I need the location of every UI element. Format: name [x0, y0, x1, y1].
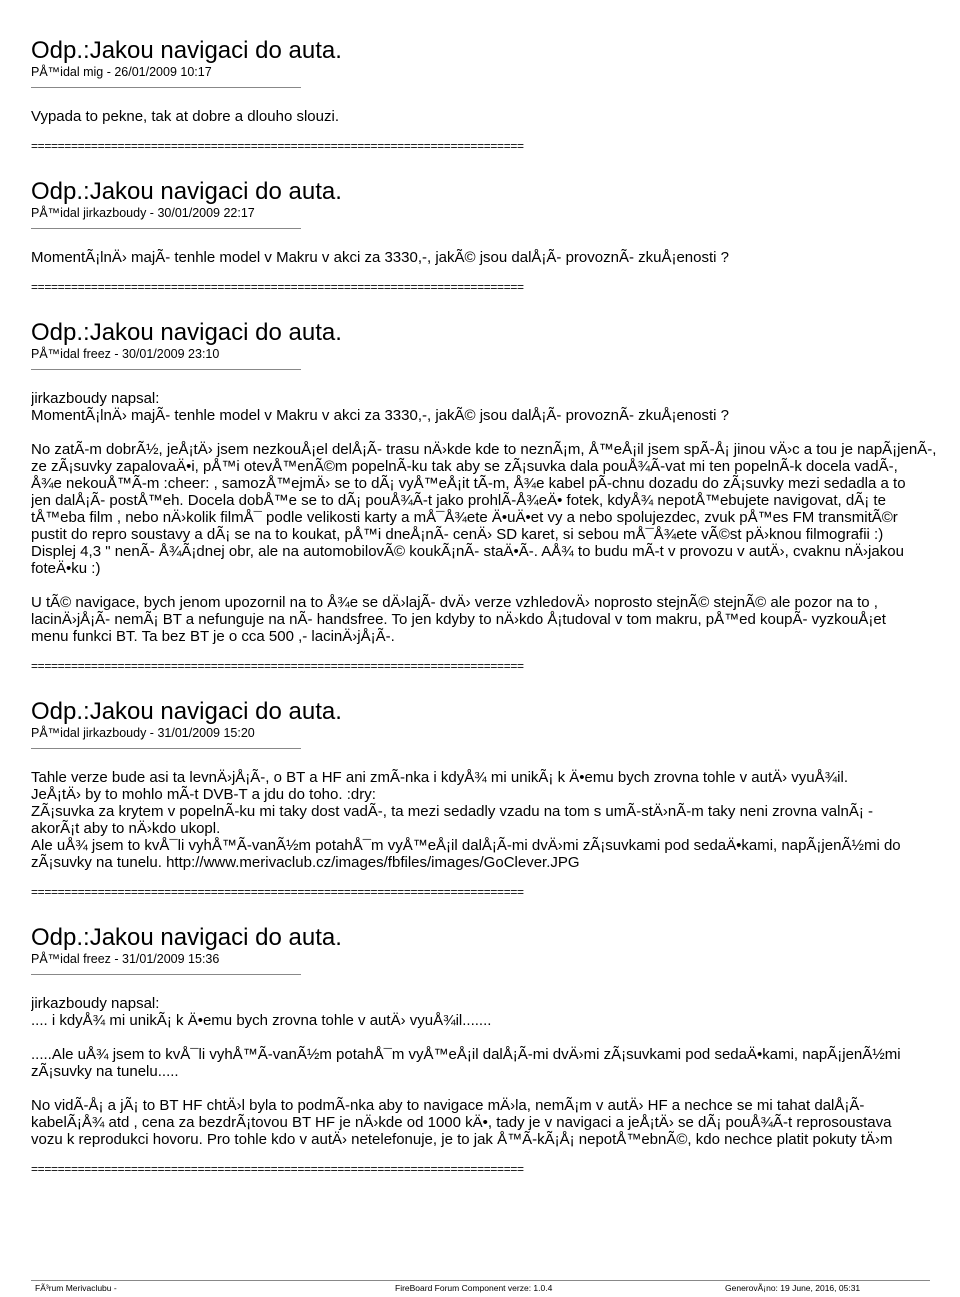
post-separator: ==========================================================================: [31, 659, 524, 673]
post-text-line: Displej 4,3 " nenÃ- Å¾Ã¡dnej obr, ale na automobilovÃ© koukÃ¡nÃ- staÄ•Ã-. AÅ¾ to budu mÃ-t v provozu v autÄ›, cvaknu nÄ›jakou: [31, 543, 904, 560]
post-body: [31, 995, 960, 1148]
post-text-line: pustit do repro soustavy a dÃ¡ se na to koukat, pÅ™i dneÅ¡nÃ- cenÄ› SD karet, si sebou mÅ¯Å¾ete vÃ©st pÄ›knou filmografii :): [31, 526, 884, 543]
post-header-divider: [31, 228, 301, 229]
post-paragraph: [31, 1097, 960, 1148]
post-text-line: jen dalÅ¡Ã- postÅ™eh. Docela dobÅ™e se to dÃ¡ pouÅ¾Ã-t jako prohlÃ-Å¾eÄ• fotek, kdyÅ¾ nepotÅ™ebujete navigovat, dÃ¡ te: [31, 492, 886, 509]
post-text-line: MomentÃ¡lnÄ› majÃ- tenhle model v Makru v akci za 3330,-, jakÃ© jsou dalÅ¡Ã- provoznÃ- zkuÅ¡enosti ?: [31, 249, 729, 266]
post-meta: PÅ™idal mig - 26/01/2009 10:17: [31, 65, 212, 79]
post-text-line: jirkazboudy napsal:: [31, 390, 160, 407]
post-text-line: Tahle verze bude asi ta levnÄ›jÅ¡Ã-, o BT a HF ani zmÃ-nka i kdyÅ¾ mi unikÃ¡ k Ä•emu bych zrovna tohle v autÄ› vyuÅ¾il.: [31, 769, 848, 786]
post-title: Odp.:Jakou navigaci do auta.: [31, 924, 342, 951]
post-meta: PÅ™idal freez - 30/01/2009 23:10: [31, 347, 220, 361]
post-meta: PÅ™idal jirkazboudy - 31/01/2009 15:20: [31, 726, 255, 740]
forum-thread: [31, 38, 960, 1202]
forum-post: [31, 179, 960, 294]
post-text-line: foteÄ•ku :): [31, 560, 101, 577]
footer-component-version: FireBoard Forum Component verze: 1.0.4: [395, 1283, 553, 1293]
post-text-line: Ale uÅ¾ jsem to kvÅ¯li vyhÅ™Ã-vanÃ½m potahÅ¯m vyÅ™eÅ¡il dalÅ¡Ã-mi dvÄ›mi zÃ¡suvkami pod sedaÄ•kami, napÃ¡jenÃ½mi do: [31, 837, 901, 854]
footer-divider: [31, 1280, 930, 1281]
post-paragraph: [31, 995, 960, 1029]
post-text-line: lacinÄ›jÅ¡Ã- nemÃ¡ BT a nefunguje na nÃ- handsfree. To jen kdyby to nÄ›kdo Å¡tudoval v tom makru, pÅ™ed koupÃ- vyzkouÅ¡et: [31, 611, 886, 628]
post-body: [31, 769, 960, 871]
post-text-line: .....Ale uÅ¾ jsem to kvÅ¯li vyhÅ™Ã-vanÃ½m potahÅ¯m vyÅ™eÅ¡il dalÅ¡Ã-mi dvÄ›mi zÃ¡suvkami pod sedaÄ•kami, napÃ¡jenÃ½mi: [31, 1046, 901, 1063]
post-body: [31, 249, 960, 266]
post-header-divider: [31, 748, 301, 749]
post-text-line: JeÅ¡tÄ› by to mohlo mÃ-t DVB-T a jdu do toho. :dry:: [31, 786, 376, 803]
post-text-line: Å¾e nekouÅ™Ã-m :cheer: , samozÅ™ejmÄ› se to dÃ¡ vyÅ™eÅ¡it tÃ-m, Å¾e kabel pÃ-chnu dozadu do zÃ¡suvky mezi sedadla a to: [31, 475, 906, 492]
footer-generated-date: GenerovÃ¡no: 19 June, 2016, 05:31: [725, 1283, 861, 1293]
post-paragraph: [31, 249, 960, 266]
post-text-line: menu funkci BT. Ta bez BT je o cca 500 ,- lacinÄ›jÅ¡Ã-.: [31, 628, 395, 645]
post-text-line: No zatÃ-m dobrÃ½, jeÅ¡tÄ› jsem nezkouÅ¡el delÅ¡Ã- trasu nÄ›kde kde to neznÃ¡m, Å™eÅ¡il jsem spÃ-Å¡ jinou vÄ›c a tou je napÃ¡jenÃ-,: [31, 441, 937, 458]
post-title: Odp.:Jakou navigaci do auta.: [31, 178, 342, 205]
post-header-divider: [31, 369, 301, 370]
post-paragraph: [31, 441, 960, 577]
post-header-divider: [31, 87, 301, 88]
post-text-line: No vidÃ-Å¡ a jÃ¡ to BT HF chtÄ›l byla to podmÃ-nka aby to navigace mÄ›la, nemÃ¡m v autÄ› HF a nechce se mi tahat dalÅ¡Ã-: [31, 1097, 865, 1114]
post-text-line: tÅ™eba film , nebo nÄ›kolik filmÅ¯ podle velikosti karty a mÅ¯Å¾ete Ä•uÄ•et vy a nebo spolujezdec, zvuk pÅ™es FM transmitÃ©r: [31, 509, 898, 526]
post-paragraph: [31, 108, 960, 125]
page-footer: [35, 1282, 955, 1294]
post-paragraph: [31, 390, 960, 424]
post-paragraph: [31, 769, 960, 871]
footer-site-name: FÃ³rum Merivaclubu -: [35, 1283, 117, 1293]
forum-post: [31, 320, 960, 673]
post-text-line: ze zÃ¡suvky zapalovaÄ•i, pÅ™i otevÅ™enÃ©m popelnÃ-ku tak aby se zÃ¡suvka dala pouÅ¾Ã-vat mi ten popelnÃ-k docela vadÃ-,: [31, 458, 898, 475]
post-text-line: akorÃ¡t aby to nÄ›kdo ukopl.: [31, 820, 221, 837]
post-meta: PÅ™idal freez - 31/01/2009 15:36: [31, 952, 220, 966]
forum-post: [31, 699, 960, 899]
post-title: Odp.:Jakou navigaci do auta.: [31, 698, 342, 725]
post-text-line: zÃ¡suvky na tunelu.....: [31, 1063, 179, 1080]
post-title: Odp.:Jakou navigaci do auta.: [31, 319, 342, 346]
post-title: Odp.:Jakou navigaci do auta.: [31, 38, 342, 64]
post-text-line: zÃ¡suvky na tunelu. http://www.merivaclub.cz/images/fbfiles/images/GoClever.JPG: [31, 854, 580, 871]
post-text-line: U tÃ© navigace, bych jenom upozornil na to Å¾e se dÄ›lajÃ- dvÄ› verze vzhledovÄ› noprosto stejnÃ© stejnÃ© ale pozor na to ,: [31, 594, 878, 611]
post-paragraph: [31, 594, 960, 645]
post-text-line: ZÃ¡suvka za krytem v popelnÃ-ku mi taky dost vadÃ-, ta mezi sedadly vzadu na tom s umÃ-stÄ›nÃ-m taky neni zrovna valnÃ¡ -: [31, 803, 873, 820]
post-body: [31, 108, 960, 125]
forum-post: [31, 925, 960, 1176]
post-text-line: .... i kdyÅ¾ mi unikÃ¡ k Ä•emu bych zrovna tohle v autÄ› vyuÅ¾il.......: [31, 1012, 492, 1029]
post-body: [31, 390, 960, 645]
post-text-line: jirkazboudy napsal:: [31, 995, 160, 1012]
post-separator: ==========================================================================: [31, 1162, 524, 1176]
post-text-line: kabelÃ¡Å¾ atd , cena za bezdrÃ¡tovou BT HF je nÄ›kde od 1000 kÄ•, tady je v navigaci a jeÅ¡tÄ› se dÃ¡ pouÅ¾Ã-t reprosoustava: [31, 1114, 892, 1131]
post-separator: ==========================================================================: [31, 139, 524, 153]
post-paragraph: [31, 1046, 960, 1080]
forum-post: [31, 38, 960, 153]
post-separator: ==========================================================================: [31, 885, 524, 899]
post-text-line: MomentÃ¡lnÄ› majÃ- tenhle model v Makru v akci za 3330,-, jakÃ© jsou dalÅ¡Ã- provoznÃ- zkuÅ¡enosti ?: [31, 407, 729, 424]
post-text-line: Vypada to pekne, tak at dobre a dlouho slouzi.: [31, 108, 339, 125]
post-header-divider: [31, 974, 301, 975]
post-text-line: vozu k reprodukci hovoru. Pro tohle kdo v autÄ› netelefonuje, je to jak Å™Ã-kÃ¡Å¡ nepotÅ™ebnÃ©, kdo nechce platit pokuty tÄ›m: [31, 1131, 893, 1148]
post-meta: PÅ™idal jirkazboudy - 30/01/2009 22:17: [31, 206, 255, 220]
post-separator: ==========================================================================: [31, 280, 524, 294]
